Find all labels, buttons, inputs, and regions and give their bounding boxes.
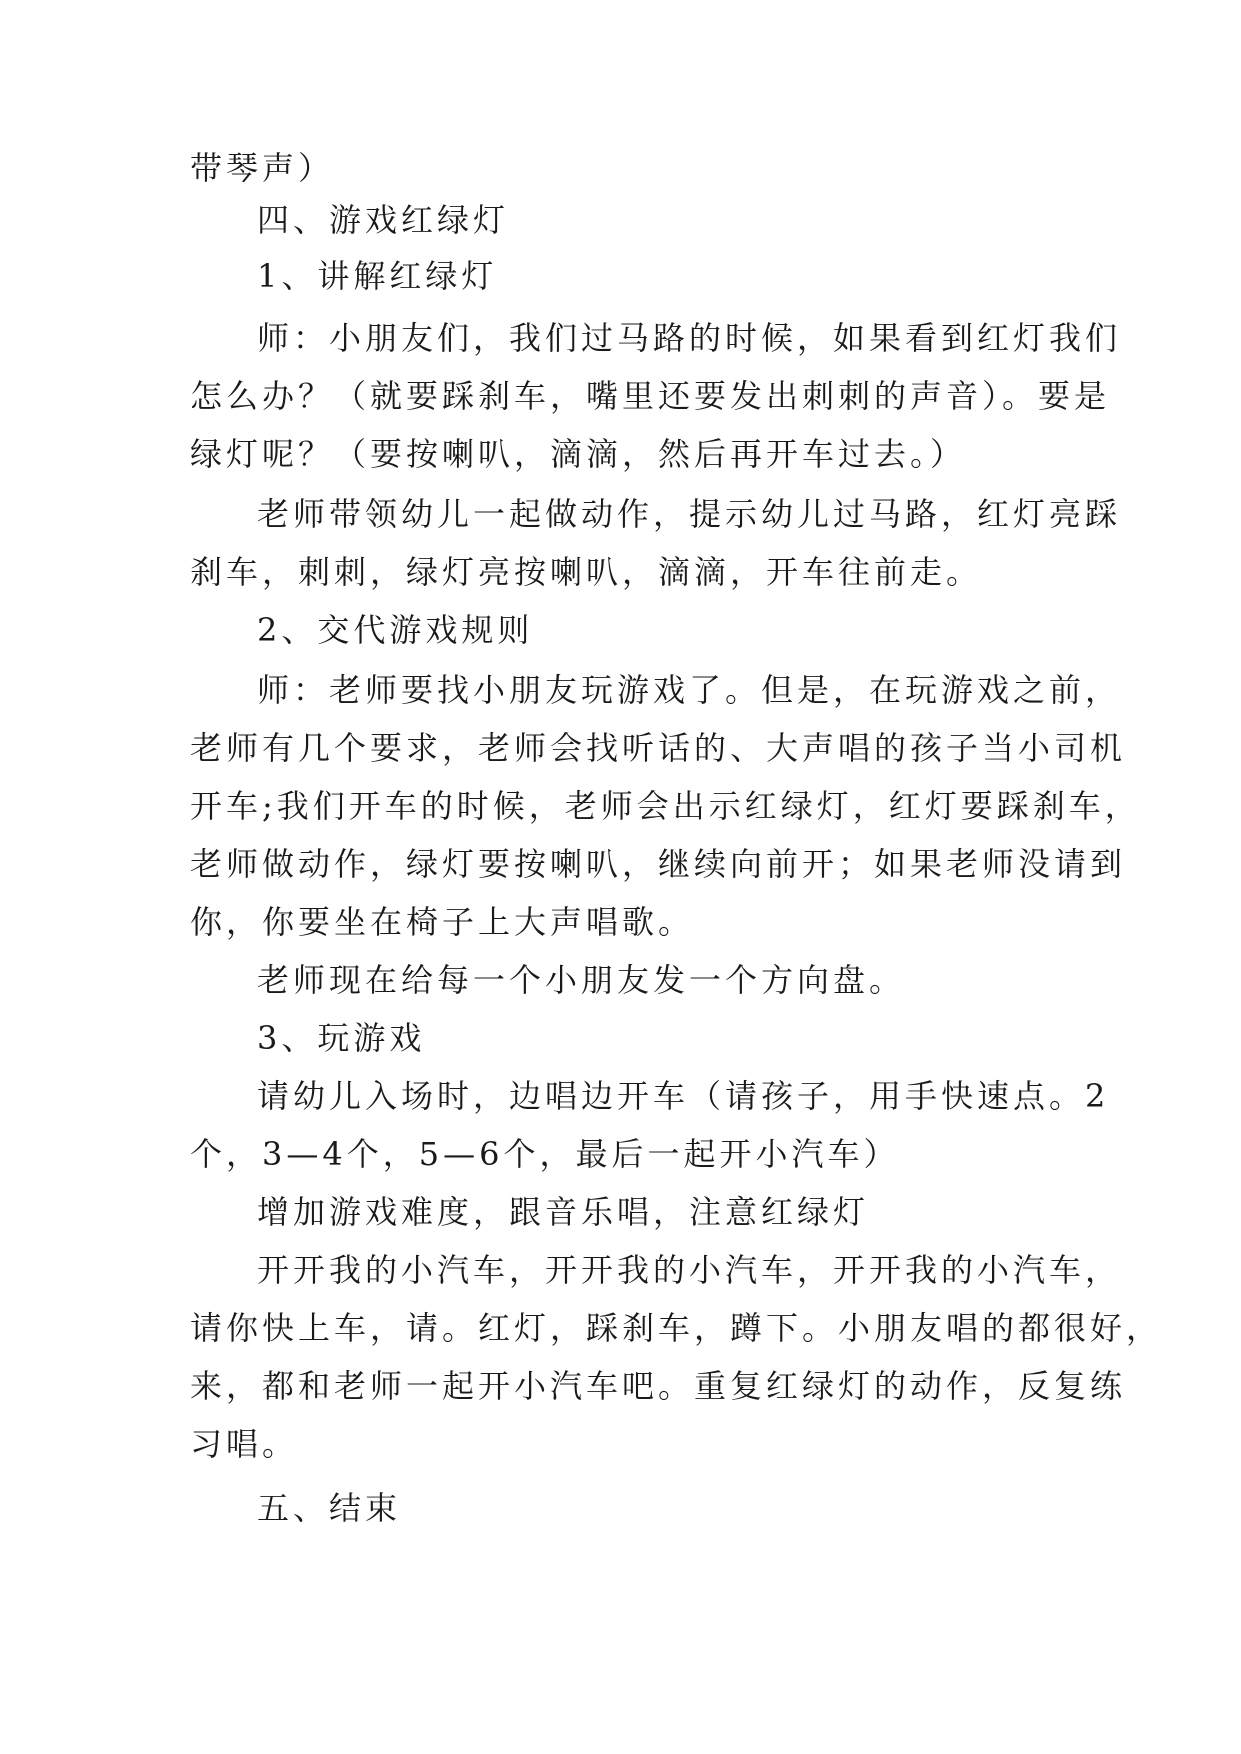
paragraph-line: 请幼儿入场时，边唱边开车（请孩子，用手快速点。2 xyxy=(257,1077,1110,1115)
paragraph-line: 开开我的小汽车，开开我的小汽车，开开我的小汽车， xyxy=(257,1251,1122,1289)
section-heading: 四、游戏红绿灯 xyxy=(257,201,510,239)
paragraph-line: 师：小朋友们，我们过马路的时候，如果看到红灯我们 xyxy=(257,319,1122,357)
paragraph-line: 老师有几个要求，老师会找听话的、大声唱的孩子当小司机 xyxy=(190,729,1127,767)
subsection-heading: 3、玩游戏 xyxy=(257,1019,426,1057)
paragraph-line: 请你快上车，请。红灯，踩刹车，蹲下。小朋友唱的都很好， xyxy=(190,1309,1163,1347)
paragraph-line: 师：老师要找小朋友玩游戏了。但是，在玩游戏之前， xyxy=(257,671,1122,709)
paragraph-line: 绿灯呢？（要按喇叭，滴滴，然后再开车过去。） xyxy=(190,435,967,473)
paragraph-line: 开车;我们开车的时候，老师会出示红绿灯，红灯要踩刹车， xyxy=(190,787,1141,825)
paragraph-line: 个，3—4个，5—6个，最后一起开小汽车） xyxy=(190,1135,900,1173)
paragraph-line: 老师带领幼儿一起做动作，提示幼儿过马路，红灯亮踩 xyxy=(257,495,1122,533)
paragraph-line: 老师做动作，绿灯要按喇叭，继续向前开；如果老师没请到 xyxy=(190,845,1127,883)
subsection-heading: 1、讲解红绿灯 xyxy=(257,257,498,295)
paragraph-line: 来，都和老师一起开小汽车吧。重复红绿灯的动作，反复练 xyxy=(190,1367,1127,1405)
paragraph-line: 带琴声） xyxy=(190,149,335,187)
paragraph-line: 增加游戏难度，跟音乐唱，注意红绿灯 xyxy=(257,1193,870,1231)
paragraph-line: 怎么办？（就要踩刹车，嘴里还要发出刺刺的声音）。要是 xyxy=(190,377,1111,415)
paragraph-line: 老师现在给每一个小朋友发一个方向盘。 xyxy=(257,961,906,999)
paragraph-line: 习唱。 xyxy=(190,1425,299,1463)
section-heading: 五、结束 xyxy=(257,1489,402,1527)
paragraph-line: 你，你要坐在椅子上大声唱歌。 xyxy=(190,903,695,941)
paragraph-line: 刹车，刺刺，绿灯亮按喇叭，滴滴，开车往前走。 xyxy=(190,553,983,591)
subsection-heading: 2、交代游戏规则 xyxy=(257,611,534,649)
